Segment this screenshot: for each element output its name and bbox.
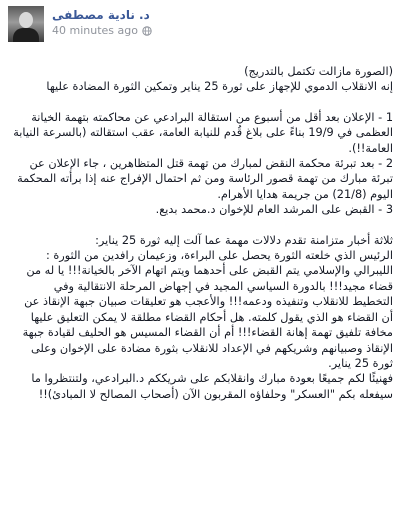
post-paragraph-news-list: 1 - الإعلان بعد أقل من أسبوع من استقالة البرادعي عن محاكمته بتهمة الخيانة العظمى في 19/9 بناءً على بلاغ قُدم للنيابة العامة، عقب استقالته (بالسرعة النيابة العامة!!). 2 - بعد تبرئة محكمة النقض لمبارك من تهمة قتل المتظاهرين ، جاء الإعلان عن تبرئة مبارك من تهمة قصور الرئاسة ومن ثم احتمال الإفراج عنه إذا برأته المحكمة اليوم (21/8) من جريمة هدايا الأهرام. 3 - القبض على المرشد العام للإخوان د.محمد بديع. (13, 110, 393, 217)
globe-icon (142, 26, 152, 36)
avatar-head (19, 12, 33, 28)
author-name[interactable]: د. نادية مصطفى (52, 8, 150, 22)
timestamp-row (52, 24, 152, 38)
avatar-torso (13, 28, 39, 42)
post-timestamp[interactable]: 40 minutes ago (52, 24, 138, 37)
post-body (8, 64, 395, 402)
post-meta (52, 6, 152, 38)
post-paragraph-analysis: ثلاثة أخبار متزامنة تقدم دلالات مهمة عما آلت إليه ثورة 25 يناير: الرئيس الذي خلعته الثورة يحصل على البراءة، وزعيمان رافدين من الثورة : الليبرالي والإسلامي يتم القبض على أحدهما ويتم اتهام الآخر بالخيانة!!! يا له من قضاء مجيد!!! بالدورة السياسي المجيد في إجهاض المرحلة الانتقالية وفي التخطيط للانقلاب وتنفيذه ودعمه!!! والأعجب هو تعليقات صبيان جبهة الإنقاذ عن أن القضاء هو الذي يقول كلمته. هل أحكام القضاء مطلقة لا يمكن التعليق عليها مخافة تلفيق تهمة إهانة القضاء!!! أم أن القضاء المسيس هو الحليف لقيادة جبهة الإنقاذ وصبيانهم وشريكهم في الإعداد للانقلاب بثورة مضادة على الإخوان وعلى ثورة 25 يناير. فهنيئًا لكم جميعًا بعودة مبارك وانقلابكم على شريككم د.البرادعي، ولتنتظروا ما سيفعله بكم "العسكر" وحلفاؤه المقربون الآن (أصحاب المصالح لا المبادئ)!! (22, 233, 393, 401)
avatar[interactable] (8, 6, 44, 42)
post-paragraph-intro: (الصورة مازالت تكتمل بالتدريج) إنه الانقلاب الدموي للإجهاز على ثورة 25 يناير وتمكين الثورة المضادة عليها (46, 65, 393, 94)
post-header (8, 6, 395, 50)
